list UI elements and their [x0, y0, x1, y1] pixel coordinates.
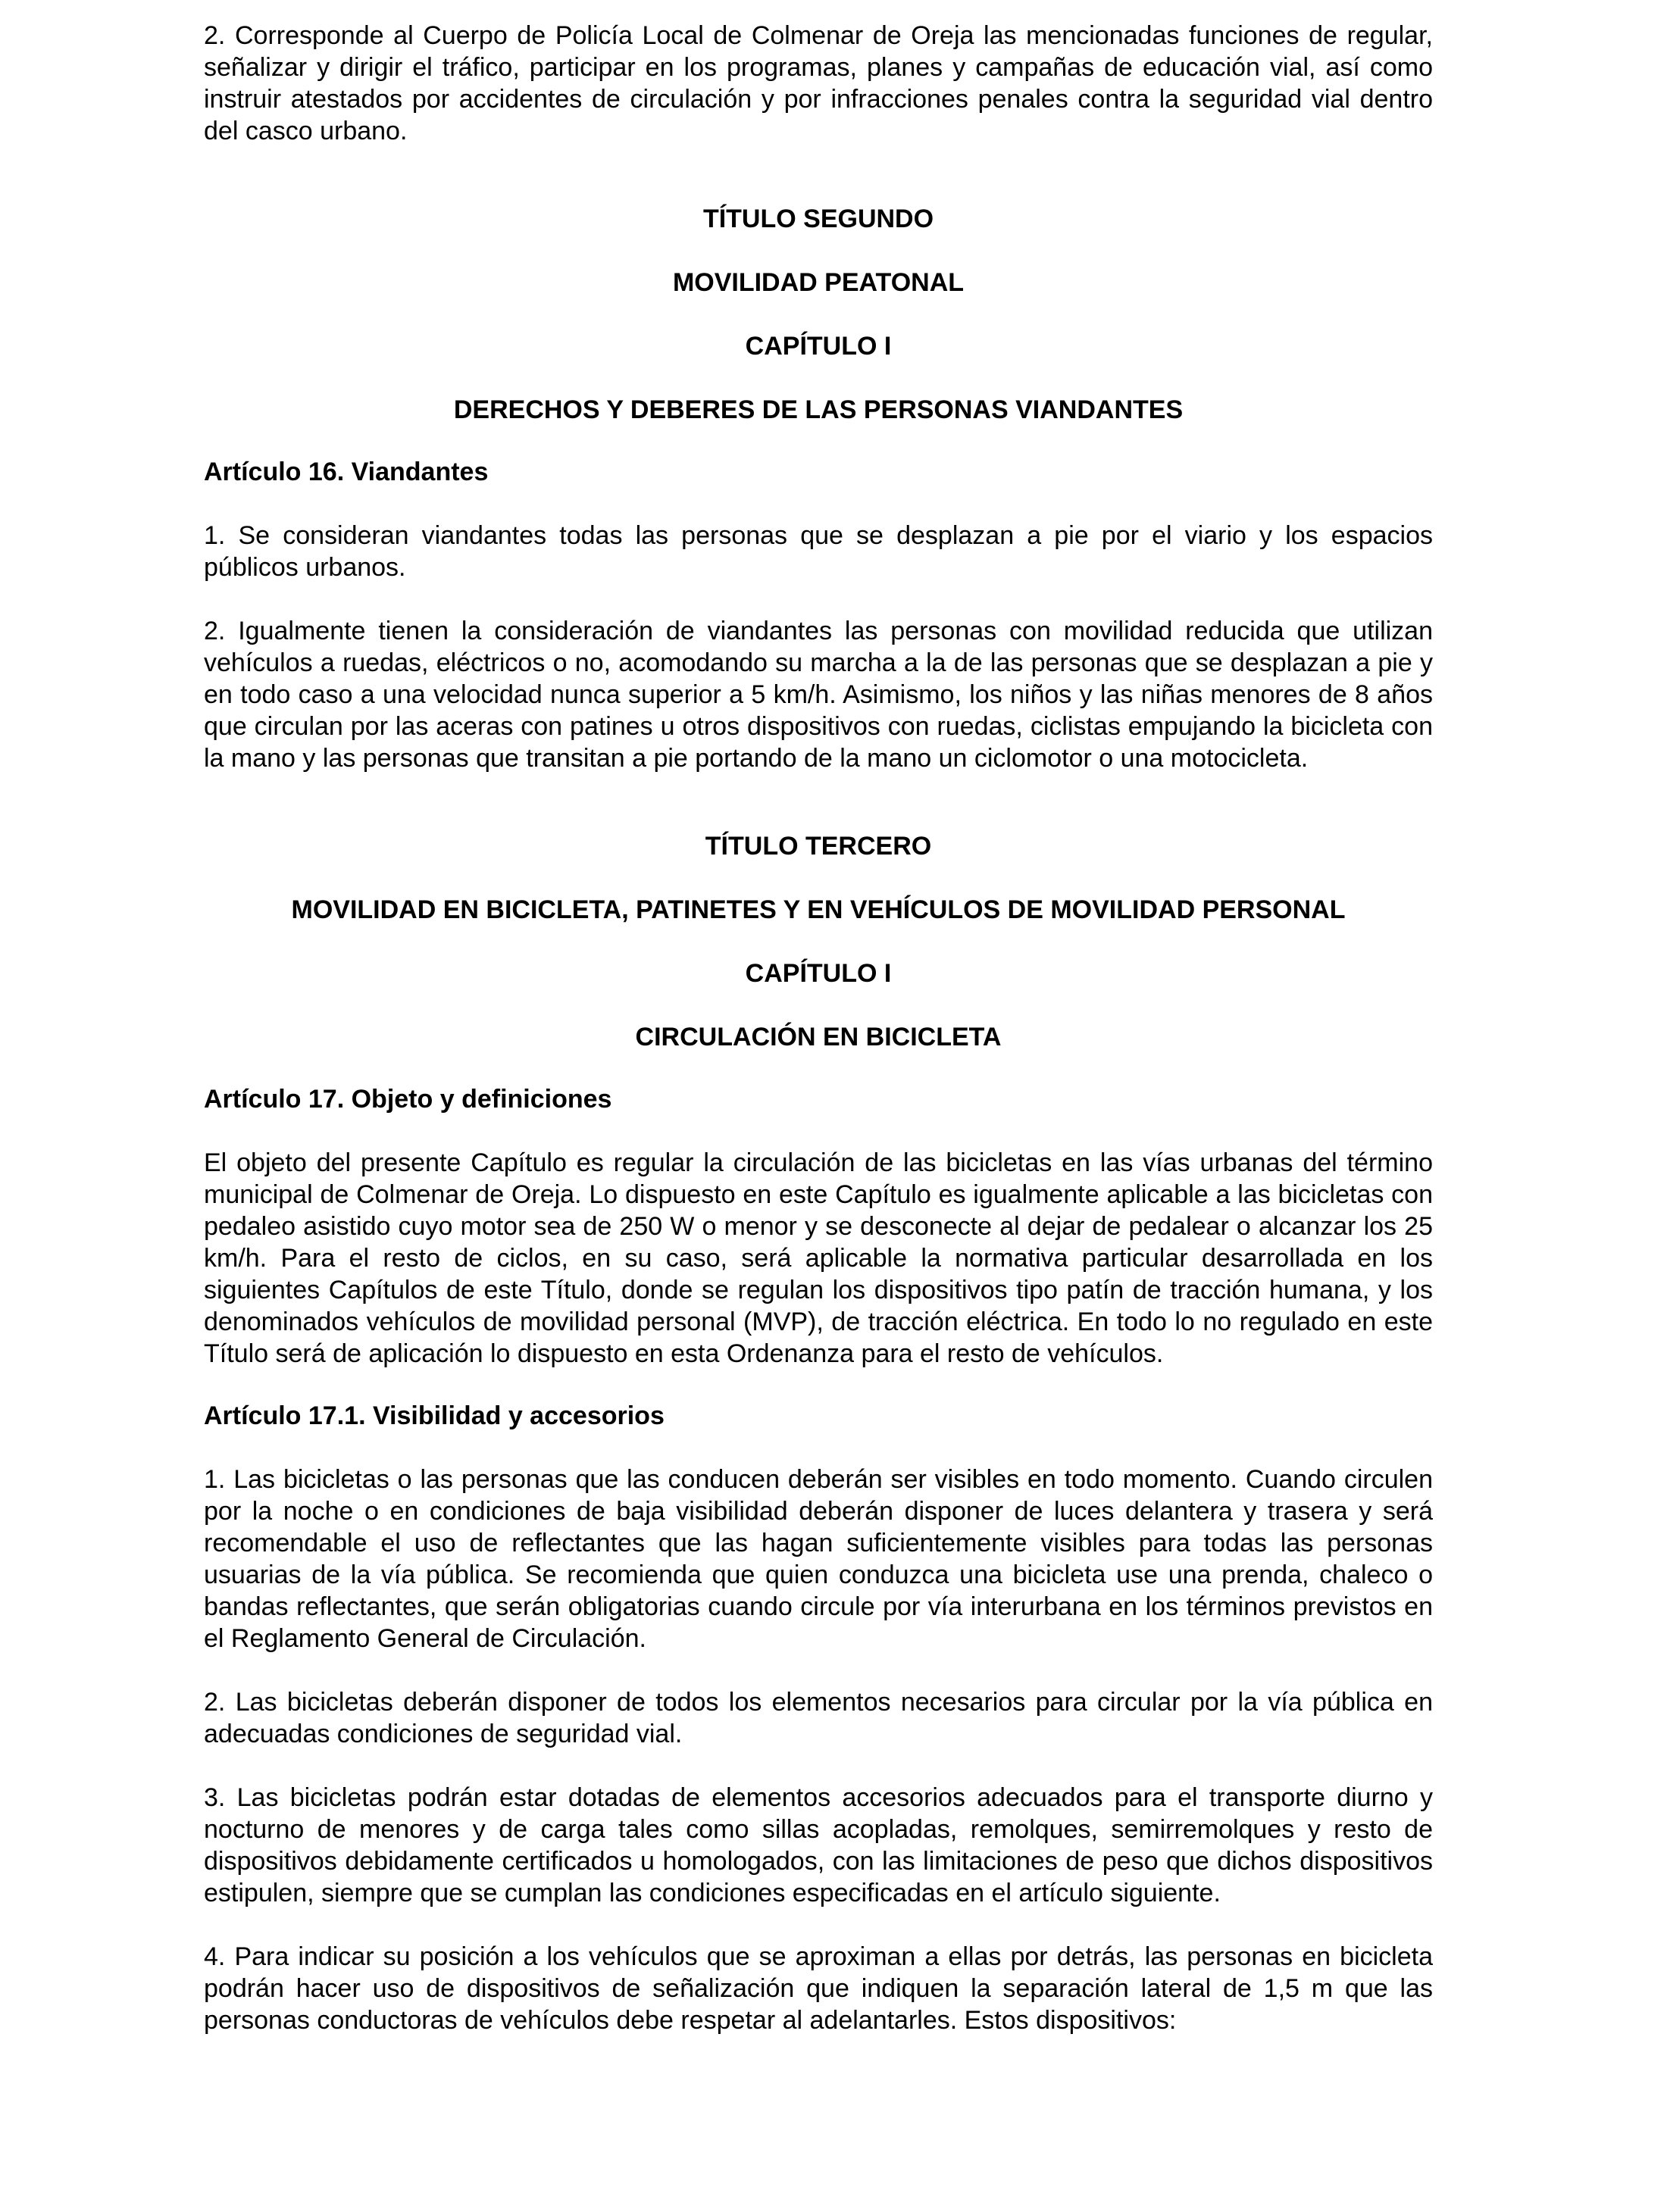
circulacion-bicicleta-heading: CIRCULACIÓN EN BICICLETA: [635, 1023, 1002, 1051]
titulo-segundo-heading: TÍTULO SEGUNDO: [702, 205, 934, 233]
capitulo-i-heading-2: CAPÍTULO I: [745, 959, 892, 988]
articulo-17-1-paragraph-1: 1. Las bicicletas o las personas que las conducen deberán ser visibles en todo momento. Cuando circulen por la noche o en condiciones de baja visibilidad deberán disponer de luces delantera y trasera y será recomendable el uso de reflectantes que las hagan suficientemente visibles para todas las personas usuarias de la vía pública. Se recomienda que quien conduzca una bicicleta use una prenda, chaleco o bandas reflectantes, que serán obligatorias cuando circule por vía interurbana en los términos previstos en el Reglamento General de Circulación.: [204, 1465, 1433, 1653]
derechos-deberes-heading: DERECHOS Y DEBERES DE LAS PERSONAS VIANDANTES: [453, 395, 1184, 424]
articulo-17-1-paragraph-4: 4. Para indicar su posición a los vehículos que se aproximan a ellas por detrás, las personas en bicicleta podrán hacer uso de dispositivos de señalización que indiquen la separación lateral de 1,5 m que las personas conductoras de vehículos debe respetar al adelantarles. Estos dispositivos:: [204, 1942, 1433, 2035]
articulo-17-heading: Artículo 17. Objeto y definiciones: [204, 1085, 612, 1114]
paragraph-policia-local: 2. Corresponde al Cuerpo de Policía Local de Colmenar de Oreja las mencionadas funciones de regular, señalizar y dirigir el tráfico, participar en los programas, planes y campañas de educación vial, así como instruir atestados por accidentes de circulación y por infracciones penales contra la seguridad vial dentro del casco urbano.: [204, 21, 1433, 145]
capitulo-i-heading: CAPÍTULO I: [745, 332, 892, 361]
titulo-tercero-heading: TÍTULO TERCERO: [705, 832, 932, 861]
document-page: [204, 20, 1433, 2036]
articulo-17-1-heading: Artículo 17.1. Visibilidad y accesorios: [204, 1401, 665, 1430]
articulo-16-heading: Artículo 16. Viandantes: [204, 458, 489, 486]
articulo-16-paragraph-1: 1. Se consideran viandantes todas las personas que se desplazan a pie por el viario y los espacios públicos urbanos.: [204, 521, 1433, 582]
articulo-17-1-paragraph-3: 3. Las bicicletas podrán estar dotadas de elementos accesorios adecuados para el transporte diurno y nocturno de menores y de carga tales como sillas acopladas, remolques, semirremolques y resto de dispositivos debidamente certificados u homologados, con las limitaciones de peso que dichos dispositivos estipulen, siempre que se cumplan las condiciones especificadas en el artículo siguiente.: [204, 1783, 1433, 1907]
articulo-17-paragraph-1: El objeto del presente Capítulo es regular la circulación de las bicicletas en las vías urbanas del término municipal de Colmenar de Oreja. Lo dispuesto en este Capítulo es igualmente aplicable a las bicicletas con pedaleo asistido cuyo motor sea de 250 W o menor y se desconecte al dejar de pedalear o alcanzar los 25 km/h. Para el resto de ciclos, en su caso, será aplicable la normativa particular desarrollada en los siguientes Capítulos de este Título, donde se regulan los dispositivos tipo patín de tracción humana, y los denominados vehículos de movilidad personal (MVP), de tracción eléctrica. En todo lo no regulado en este Título será de aplicación lo dispuesto en esta Ordenanza para el resto de vehículos.: [204, 1148, 1433, 1368]
articulo-16-paragraph-2: 2. Igualmente tienen la consideración de viandantes las personas con movilidad reducida que utilizan vehículos a ruedas, eléctricos o no, acomodando su marcha a la de las personas que se desplazan a pie y en todo caso a una velocidad nunca superior a 5 km/h. Asimismo, los niños y las niñas menores de 8 años que circulan por las aceras con patines u otros dispositivos con ruedas, ciclistas empujando la bicicleta con la mano y las personas que transitan a pie portando de la mano un ciclomotor o una motocicleta.: [204, 617, 1433, 773]
articulo-17-1-paragraph-2: 2. Las bicicletas deberán disponer de todos los elementos necesarios para circular por la vía pública en adecuadas condiciones de seguridad vial.: [204, 1688, 1433, 1748]
movilidad-bicicleta-heading: MOVILIDAD EN BICICLETA, PATINETES Y EN VEHÍCULOS DE MOVILIDAD PERSONAL: [291, 895, 1346, 924]
movilidad-peatonal-heading: MOVILIDAD PEATONAL: [672, 268, 965, 297]
